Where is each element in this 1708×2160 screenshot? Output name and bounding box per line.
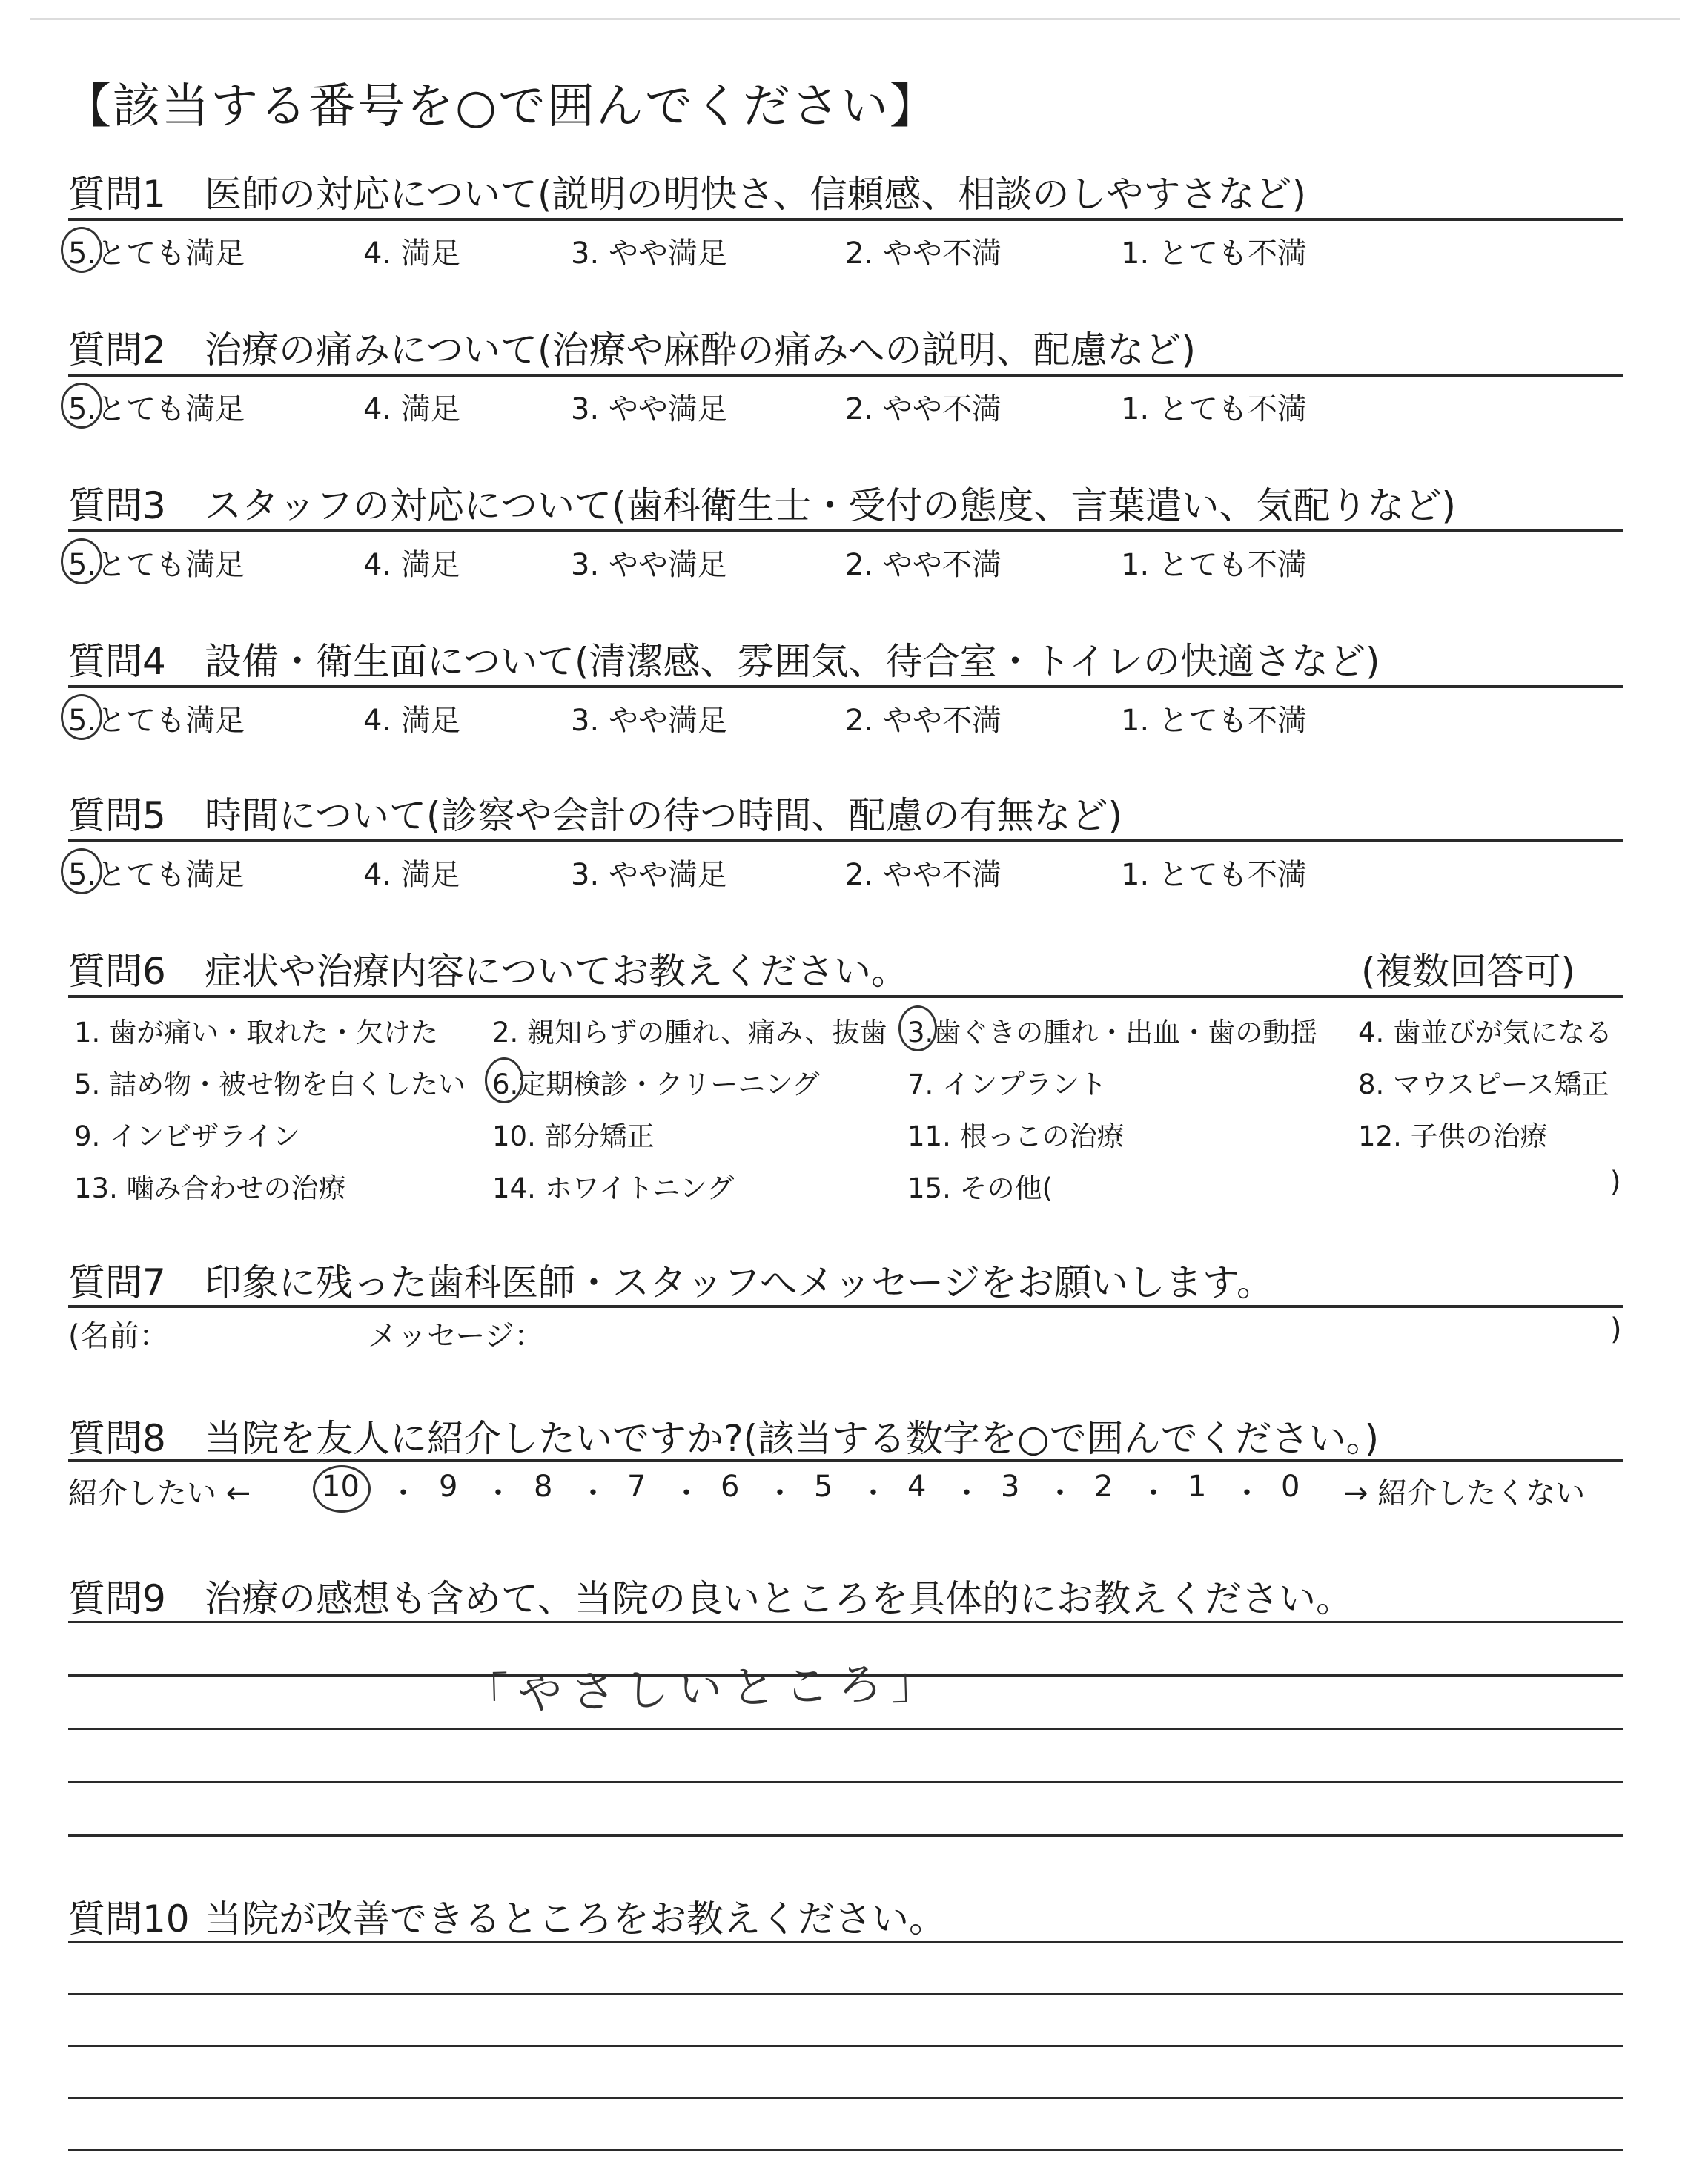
question-rule <box>68 1459 1623 1462</box>
option-2[interactable]: 2. やや不満 <box>845 704 1002 738</box>
message-field-label: メッセージ： <box>368 1319 544 1353</box>
message-close-paren: ) <box>1610 1312 1622 1347</box>
option-2[interactable]: 2. やや不満 <box>845 392 1002 426</box>
option-4[interactable]: 4. 満足 <box>363 392 460 426</box>
question-number: 質問3 <box>68 484 166 527</box>
question-text: 当院が改善できるところをお教えください。 <box>205 1898 946 1941</box>
symptom-option[interactable]: 4. 歯並びが気になる <box>1358 1017 1613 1048</box>
option-1[interactable]: 1. とても不満 <box>1121 704 1307 738</box>
question-text: 設備・衛生面について(清潔感、雰囲気、待合室・トイレの快適さなど) <box>205 640 1380 683</box>
symptom-option[interactable]: 10. 部分矯正 <box>492 1120 655 1152</box>
scale-dot: ・ <box>858 1476 888 1510</box>
scale-8[interactable]: 8 <box>534 1470 553 1504</box>
question-text: スタッフの対応について(歯科衛生士・受付の態度、言葉遣い、気配りなど) <box>205 484 1457 527</box>
option-3[interactable]: 3. やや満足 <box>571 237 727 271</box>
question-number: 質問9 <box>68 1577 166 1620</box>
question-2 <box>68 320 1196 374</box>
selected-circle <box>313 1465 371 1513</box>
selected-circle <box>61 694 102 740</box>
scale-0[interactable]: 0 <box>1281 1470 1300 1504</box>
question-rule <box>68 995 1623 998</box>
symptom-option[interactable]: 6.定期検診・クリーニング <box>492 1069 820 1100</box>
question-rule <box>68 374 1623 377</box>
scale-3[interactable]: 3 <box>1001 1470 1020 1504</box>
option-1[interactable]: 1. とても不満 <box>1121 392 1307 426</box>
question-text: 印象に残った歯科医師・スタッフへメッセージをお願いします。 <box>205 1261 1274 1304</box>
question-rule <box>68 529 1623 532</box>
option-1[interactable]: 1. とても不満 <box>1121 548 1307 582</box>
option-4[interactable]: 4. 満足 <box>363 548 460 582</box>
scale-2[interactable]: 2 <box>1094 1470 1113 1504</box>
symptom-option[interactable]: 2. 親知らずの腫れ、痛み、抜歯 <box>492 1017 887 1048</box>
symptom-option[interactable]: 9. インビザライン <box>74 1120 300 1152</box>
question-number: 質問4 <box>68 640 166 683</box>
scale-6[interactable]: 6 <box>721 1470 740 1504</box>
question-number: 質問8 <box>68 1417 166 1460</box>
scale-dot: ・ <box>952 1476 982 1510</box>
scan-top-edge <box>30 18 1680 20</box>
question-text: 時間について(診察や会計の待つ時間、配慮の有無など) <box>205 794 1123 837</box>
question-7 <box>68 1253 1274 1307</box>
selected-circle <box>898 1005 937 1051</box>
option-2[interactable]: 2. やや不満 <box>845 548 1002 582</box>
scale-dot: ・ <box>483 1476 513 1510</box>
scale-9[interactable]: 9 <box>439 1470 458 1504</box>
question-rule <box>68 218 1623 221</box>
writing-line <box>68 2149 1623 2151</box>
question-5 <box>68 786 1122 839</box>
scale-7[interactable]: 7 <box>627 1470 646 1504</box>
question-rule <box>68 1305 1623 1308</box>
symptom-option[interactable]: 7. インプラント <box>907 1069 1108 1100</box>
symptom-option[interactable]: 12. 子供の治療 <box>1358 1120 1548 1152</box>
selected-circle <box>61 383 102 429</box>
recommend-left-label: 紹介したい ← <box>68 1476 251 1510</box>
question-number: 質問1 <box>68 173 166 216</box>
option-5[interactable]: 5.とても満足 <box>68 392 245 426</box>
scale-dot: ・ <box>672 1476 701 1510</box>
writing-line <box>68 2045 1623 2047</box>
writing-line <box>68 1834 1623 1837</box>
symptom-option[interactable]: 3.歯ぐきの腫れ・出血・歯の動揺 <box>907 1017 1318 1048</box>
question-text: 当院を友人に紹介したいですか?(該当する数字を○で囲んでください。) <box>205 1417 1380 1460</box>
writing-line <box>68 1993 1623 1995</box>
option-1[interactable]: 1. とても不満 <box>1121 237 1307 271</box>
option-5[interactable]: 5.とても満足 <box>68 237 245 271</box>
option-5[interactable]: 5.とても満足 <box>68 548 245 582</box>
selected-circle <box>61 538 102 584</box>
name-field-label: (名前： <box>68 1319 169 1353</box>
symptom-option[interactable]: 14. ホワイトニング <box>492 1172 735 1204</box>
question-text: 治療の痛みについて(治療や麻酔の痛みへの説明、配慮など) <box>205 328 1196 371</box>
option-1[interactable]: 1. とても不満 <box>1121 858 1307 892</box>
symptom-option[interactable]: 8. マウスピース矯正 <box>1358 1069 1609 1100</box>
selected-circle <box>485 1057 523 1103</box>
other-close-paren: ) <box>1610 1166 1621 1198</box>
symptom-option[interactable]: 11. 根っこの治療 <box>907 1120 1125 1152</box>
option-4[interactable]: 4. 満足 <box>363 237 460 271</box>
option-4[interactable]: 4. 満足 <box>363 704 460 738</box>
symptom-option[interactable]: 15. その他( <box>907 1172 1053 1204</box>
scale-dot: ・ <box>765 1476 795 1510</box>
question-8 <box>68 1409 1379 1462</box>
symptom-option[interactable]: 1. 歯が痛い・取れた・欠けた <box>74 1017 439 1048</box>
question-text: 医師の対応について(説明の明快さ、信頼感、相談のしやすさなど) <box>205 173 1307 216</box>
option-4[interactable]: 4. 満足 <box>363 858 460 892</box>
question-number: 質問6 <box>68 950 166 993</box>
scale-dot: ・ <box>1045 1476 1075 1510</box>
writing-line <box>68 1728 1623 1730</box>
question-4 <box>68 632 1380 685</box>
scale-dot: ・ <box>1139 1476 1168 1510</box>
writing-line <box>68 1941 1623 1943</box>
option-5[interactable]: 5.とても満足 <box>68 858 245 892</box>
question-3 <box>68 476 1456 529</box>
instruction-title: 【該当する番号を○で囲んでください】 <box>64 79 939 134</box>
option-3[interactable]: 3. やや満足 <box>571 704 727 738</box>
scale-dot: ・ <box>578 1476 608 1510</box>
question-rule <box>68 685 1623 688</box>
recommend-right-label: → 紹介したくない <box>1343 1476 1586 1510</box>
option-3[interactable]: 3. やや満足 <box>571 858 727 892</box>
option-2[interactable]: 2. やや不満 <box>845 237 1002 271</box>
option-3[interactable]: 3. やや満足 <box>571 392 727 426</box>
writing-line <box>68 2097 1623 2099</box>
question-10 <box>68 1889 946 1943</box>
question-number: 質問2 <box>68 328 166 371</box>
writing-line <box>68 1621 1623 1623</box>
question-rule <box>68 839 1623 842</box>
question-text: 症状や治療内容についてお教えください。 <box>205 950 908 993</box>
writing-line <box>68 1781 1623 1783</box>
option-2[interactable]: 2. やや不満 <box>845 858 1002 892</box>
scale-dot: ・ <box>388 1476 418 1510</box>
scale-4[interactable]: 4 <box>907 1470 927 1504</box>
scale-1[interactable]: 1 <box>1188 1470 1207 1504</box>
question-number: 質問7 <box>68 1261 166 1304</box>
multiple-answers-note: (複数回答可) <box>1361 950 1576 993</box>
scale-dot: ・ <box>1232 1476 1262 1510</box>
scale-5[interactable]: 5 <box>814 1470 833 1504</box>
symptom-option[interactable]: 13. 噛み合わせの治療 <box>74 1172 346 1204</box>
question-number: 質問10 <box>68 1898 190 1941</box>
option-3[interactable]: 3. やや満足 <box>571 548 727 582</box>
question-1 <box>68 165 1306 218</box>
scale-10[interactable]: 10 <box>322 1470 360 1504</box>
handwritten-answer[interactable]: 「やさしいところ」 <box>463 1657 945 1722</box>
question-text: 治療の感想も含めて、当院の良いところを具体的にお教えください。 <box>205 1577 1353 1620</box>
question-9 <box>68 1569 1353 1622</box>
selected-circle <box>61 227 102 273</box>
question-6 <box>68 942 1576 995</box>
selected-circle <box>61 848 102 894</box>
option-5[interactable]: 5.とても満足 <box>68 704 245 738</box>
question-number: 質問5 <box>68 794 166 837</box>
symptom-option[interactable]: 5. 詰め物・被せ物を白くしたい <box>74 1069 466 1100</box>
